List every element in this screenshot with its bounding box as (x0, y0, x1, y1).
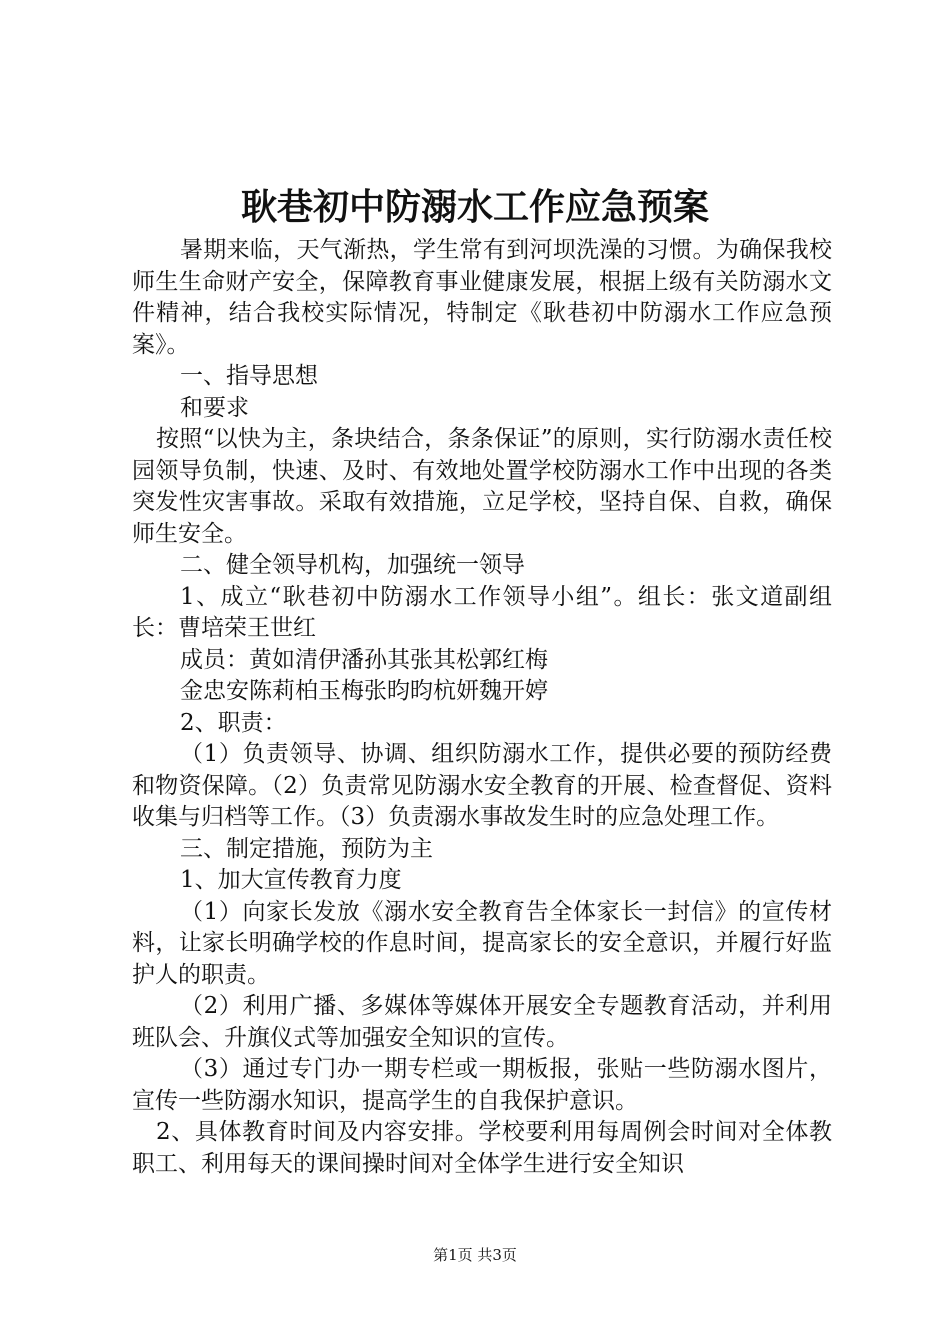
document-title: 耿巷初中防溺水工作应急预案 (240, 187, 709, 228)
paragraph-board: （3）通过专门办一期专栏或一期板报，张贴一些防溺水图片，宣传一些防溺水知识，提高学生的自我保护意识。 (132, 1056, 832, 1114)
paragraph-members-1: 成员：黄如清伊潘孙其张其松郭红梅 (180, 646, 548, 673)
paragraph-parent-letter: （1）向家长发放《溺水安全教育告全体家长一封信》的宣传材料，让家长明确学校的作息时间，提高家长的安全意识，并履行好监护人的职责。 (132, 898, 832, 988)
paragraph-leadership-group: 1、成立“耿巷初中防溺水工作领导小组”。组长：张文道副组长：曹培荣王世红 (132, 583, 832, 641)
heading-duties: 2、职责： (180, 709, 287, 736)
heading-requirements: 和要求 (180, 394, 249, 421)
document-body (132, 235, 832, 1180)
heading-publicity: 1、加大宣传教育力度 (180, 867, 402, 893)
page-number-footer: 第1页 共3页 (433, 1246, 517, 1264)
paragraph-members-2: 金忠安陈莉柏玉梅张昀昀杭妍魏开婷 (180, 678, 548, 704)
paragraph-schedule: 2、具体教育时间及内容安排。学校要利用每周例会时间对全体教职工、利用每天的课间操时间对全体学生进行安全知识 (132, 1119, 832, 1177)
heading-leadership: 二、健全领导机构，加强统一领导 (180, 552, 525, 578)
paragraph-intro: 暑期来临，天气渐热，学生常有到河坝洗澡的习惯。为确保我校师生生命财产安全，保障教育事业健康发展，根据上级有关防溺水文件精神，结合我校实际情况，特制定《耿巷初中防溺水工作应急预案》。 (132, 237, 832, 358)
paragraph-media: （2）利用广播、多媒体等媒体开展安全专题教育活动，并利用班队会、升旗仪式等加强安全知识的宣传。 (132, 993, 832, 1051)
heading-measures: 三、制定措施，预防为主 (180, 835, 433, 862)
heading-guiding-thought: 一、指导思想 (180, 363, 318, 389)
paragraph-duties: （1）负责领导、协调、组织防溺水工作，提供必要的预防经费和物资保障。（2）负责常见防溺水安全教育的开展、检查督促、资料收集与归档等工作。（3）负责溺水事故发生时的应急处理工作。 (132, 741, 832, 830)
paragraph-principles: 按照“以快为主，条块结合，条条保证”的原则，实行防溺水责任校园领导负制，快速、及时、有效地处置学校防溺水工作中出现的各类突发性灾害事故。采取有效措施，立足学校，坚持自保、自救，确保师生安全。 (132, 426, 832, 547)
